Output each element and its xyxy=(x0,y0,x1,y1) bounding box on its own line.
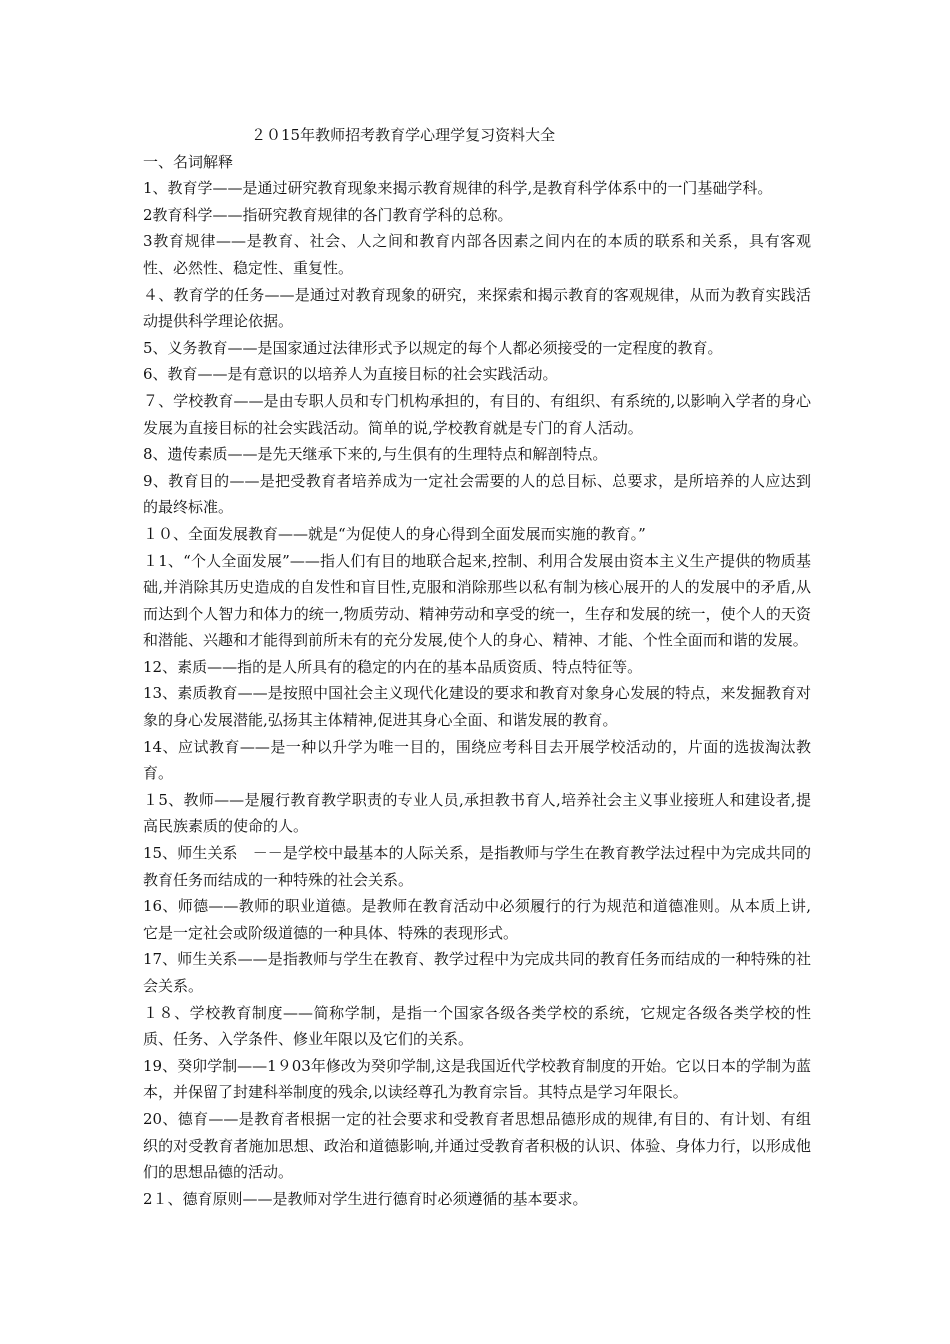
term-entry: １1、“个人全面发展”——指人们有目的地联合起来,控制、利用合发展由资本主义生产提供的物质基础,并消除其历史造成的自发性和盲目性,克服和消除那些以私有制为核心展开的人的发展中的矛盾,从而达到个人智力和体力的统一,物质劳动、精神劳动和享受的统一，生存和发展的统一，使个人的天资和潜能、兴趣和才能得到前所未有的充分发展,使个人的身心、精神、才能、个性全面而和谐的发展。 xyxy=(143,551,811,650)
term-entry: 17、师生关系——是指教师与学生在教育、教学过程中为完成共同的教育任务而结成的一种特殊的社会关系。 xyxy=(143,950,811,995)
term-entry: 20、德育——是教育者根据一定的社会要求和受教育者思想品德形成的规律,有目的、有计划、有组织的对受教育者施加思想、政治和道德影响,并通过受教育者积极的认识、体验、身体力行，以形成他们的思想品德的活动。 xyxy=(143,1109,811,1182)
document-page xyxy=(143,122,811,1212)
term-entry: 12、素质——指的是人所具有的稳定的内在的基本品质资质、特点特征等。 xyxy=(143,657,643,676)
term-entry: 3教育规律——是教育、社会、人之间和教育内部各因素之间内在的本质的联系和关系，具有客观性、必然性、稳定性、重复性。 xyxy=(143,232,811,277)
document-title: ２０15年教师招考教育学心理学复习资料大全 xyxy=(251,126,556,144)
term-entry: 6、教育——是有意识的以培养人为直接目标的社会实践活动。 xyxy=(143,365,558,384)
term-entry: ４、教育学的任务——是通过对教育现象的研究，来探索和揭示教育的客观规律，从而为教育实践活动提供科学理论依据。 xyxy=(143,285,811,331)
section-heading: 一、名词解释 xyxy=(143,152,234,171)
term-entry: 16、师德——教师的职业道德。是教师在教育活动中必须履行的行为规范和道德准则。从本质上讲,它是一定社会或阶级道德的一种具体、特殊的表现形式。 xyxy=(143,897,811,942)
term-entry: １０、全面发展教育——就是“为促使人的身心得到全面发展而实施的教育。” xyxy=(143,524,646,543)
term-entry: 2教育科学——指研究教育规律的各门教育学科的总称。 xyxy=(143,205,513,224)
term-entry: 1、教育学——是通过研究教育现象来揭示教育规律的科学,是教育科学体系中的一门基础学科。 xyxy=(143,179,773,198)
term-list xyxy=(143,175,811,1212)
term-entry: 9、教育目的——是把受教育者培养成为一定社会需要的人的总目标、总要求，是所培养的人应达到的最终标准。 xyxy=(143,471,811,517)
term-entry: 14、应试教育——是一种以升学为唯一目的，围绕应考科目去开展学校活动的，片面的选拔淘汰教育。 xyxy=(143,737,811,783)
term-entry: １5、教师——是履行教育教学职责的专业人员,承担教书育人,培养社会主义事业接班人和建设者,提高民族素质的使命的人。 xyxy=(143,790,811,836)
term-entry: 5、义务教育——是国家通过法律形式予以规定的每个人都必须接受的一定程度的教育。 xyxy=(143,338,723,357)
term-entry: 19、癸卯学制——1９03年修改为癸卯学制,这是我国近代学校教育制度的开始。它以日本的学制为蓝本，并保留了封建科举制度的残余,以读经尊孔为教育宗旨。其特点是学习年限长。 xyxy=(143,1056,811,1102)
term-entry: 8、遗传素质——是先天继承下来的,与生俱有的生理特点和解剖特点。 xyxy=(143,445,608,464)
term-entry: ７、学校教育——是由专职人员和专门机构承担的，有目的、有组织、有系统的,以影响入学者的身心发展为直接目标的社会实践活动。简单的说,学校教育就是专门的育人活动。 xyxy=(143,391,811,437)
term-entry: 2１、德育原则——是教师对学生进行德育时必须遵循的基本要求。 xyxy=(143,1189,588,1208)
term-entry: 13、素质教育——是按照中国社会主义现代化建设的要求和教育对象身心发展的特点，来发掘教育对象的身心发展潜能,弘扬其主体精神,促进其身心全面、和谐发展的教育。 xyxy=(143,684,811,730)
term-entry: 15、师生关系 －－是学校中最基本的人际关系，是指教师与学生在教育教学法过程中为完成共同的教育任务而结成的一种特殊的社会关系。 xyxy=(143,844,811,889)
term-entry: １８、学校教育制度——简称学制，是指一个国家各级各类学校的系统，它规定各级各类学校的性质、任务、入学条件、修业年限以及它们的关系。 xyxy=(143,1003,811,1049)
